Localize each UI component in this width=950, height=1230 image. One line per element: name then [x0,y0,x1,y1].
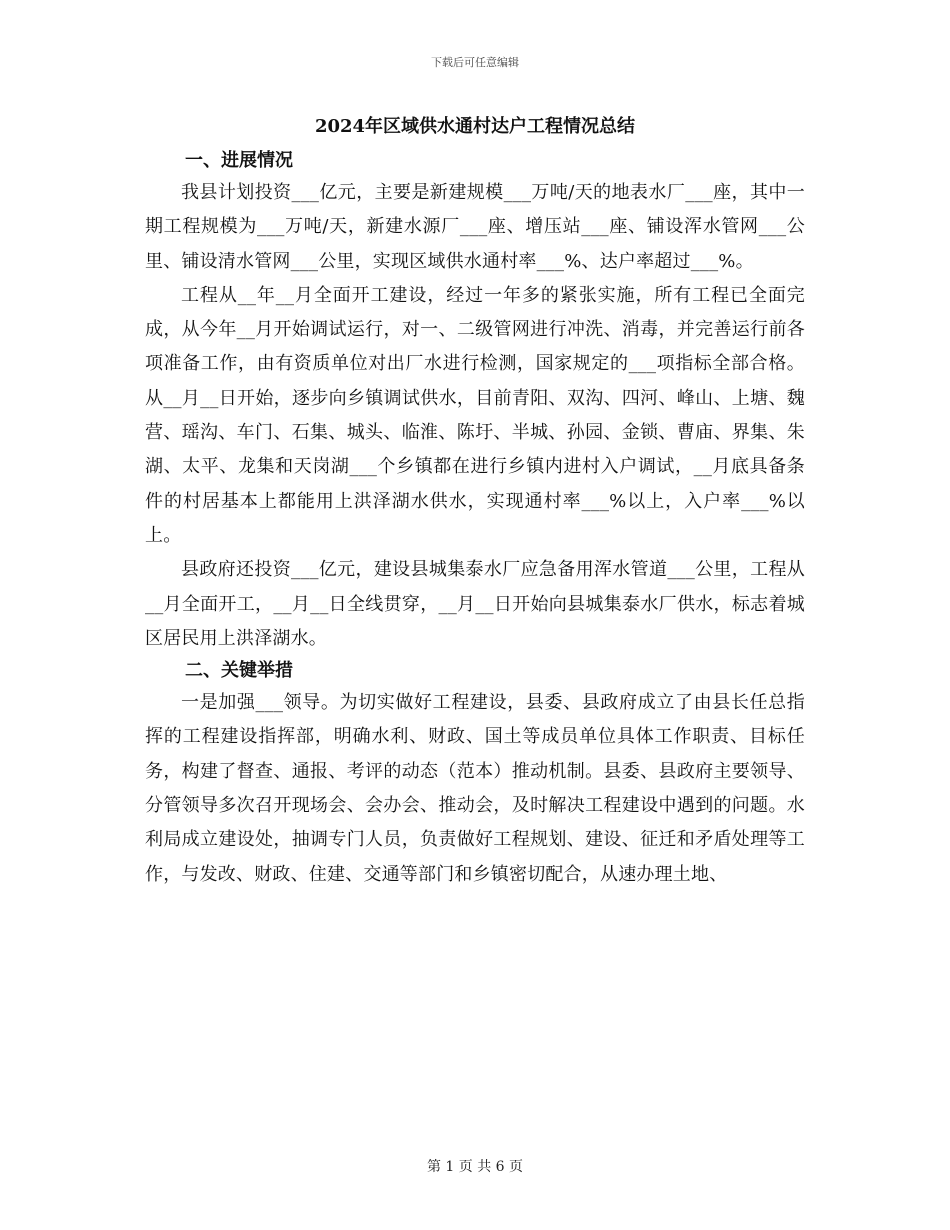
page-footer: 第 1 页 共 6 页 [426,1159,524,1175]
paragraph-construction: 工程从__年__月全面开工建设，经过一年多的紧张实施，所有工程已全面完成，从今年__月开始调试运行，对一、二级管网进行冲洗、消毒，并完善运行前各项准备工作，由有资质单位对出厂水进行检测，国家规定的___项指标全部合格。从__月__日开始，逐步向乡镇调试供水，目前青阳、双沟、四河、峰山、上塘、魏营、瑶沟、车门、石集、城头、临淮、陈圩、半城、孙园、金锁、曹庙、界集、朱湖、太平、龙集和天岗湖___个乡镇都在进行乡镇内进村入户调试，__月底具备条件的村居基本上都能用上洪泽湖水供水，实现通村率___%以上，入户率___%以上。 [145,284,805,546]
section-heading-measures: 二、关键举措 [185,660,293,682]
paragraph-county-investment: 县政府还投资___亿元，建设县城集泰水厂应急备用浑水管道___公里，工程从__月全面开工，__月__日全线贯穿，__月__日开始向县城集泰水厂供水，标志着城区居民用上洪泽湖水。 [145,559,805,649]
document-title: 2024年区域供水通村达户工程情况总结 [314,116,636,137]
header-note: 下载后可任意编辑 [431,56,519,69]
section-heading-progress: 一、进展情况 [185,150,293,171]
paragraph-leadership: 一是加强___领导。为切实做好工程建设，县委、县政府成立了由县长任总指挥的工程建设指挥部，明确水利、财政、国土等成员单位具体工作职责、目标任务，构建了督查、通报、考评的动态（范本）推动机制。县委、县政府主要领导、分管领导多次召开现场会、会办会、推动会，及时解决工程建设中遇到的问题。水利局成立建设处，抽调专门人员，负责做好工程规划、建设、征迁和矛盾处理等工作，与发改、财政、住建、交通等部门和乡镇密切配合，从速办理土地、 [145,692,805,885]
document-body [145,112,805,892]
paragraph-investment: 我县计划投资___亿元，主要是新建规模___万吨/天的地表水厂___座，其中一期工程规模为___万吨/天，新建水源厂___座、增压站___座、铺设浑水管网___公里、铺设清水管网___公里，实现区域供水通村率___%、达户率超过___%。 [145,182,805,272]
